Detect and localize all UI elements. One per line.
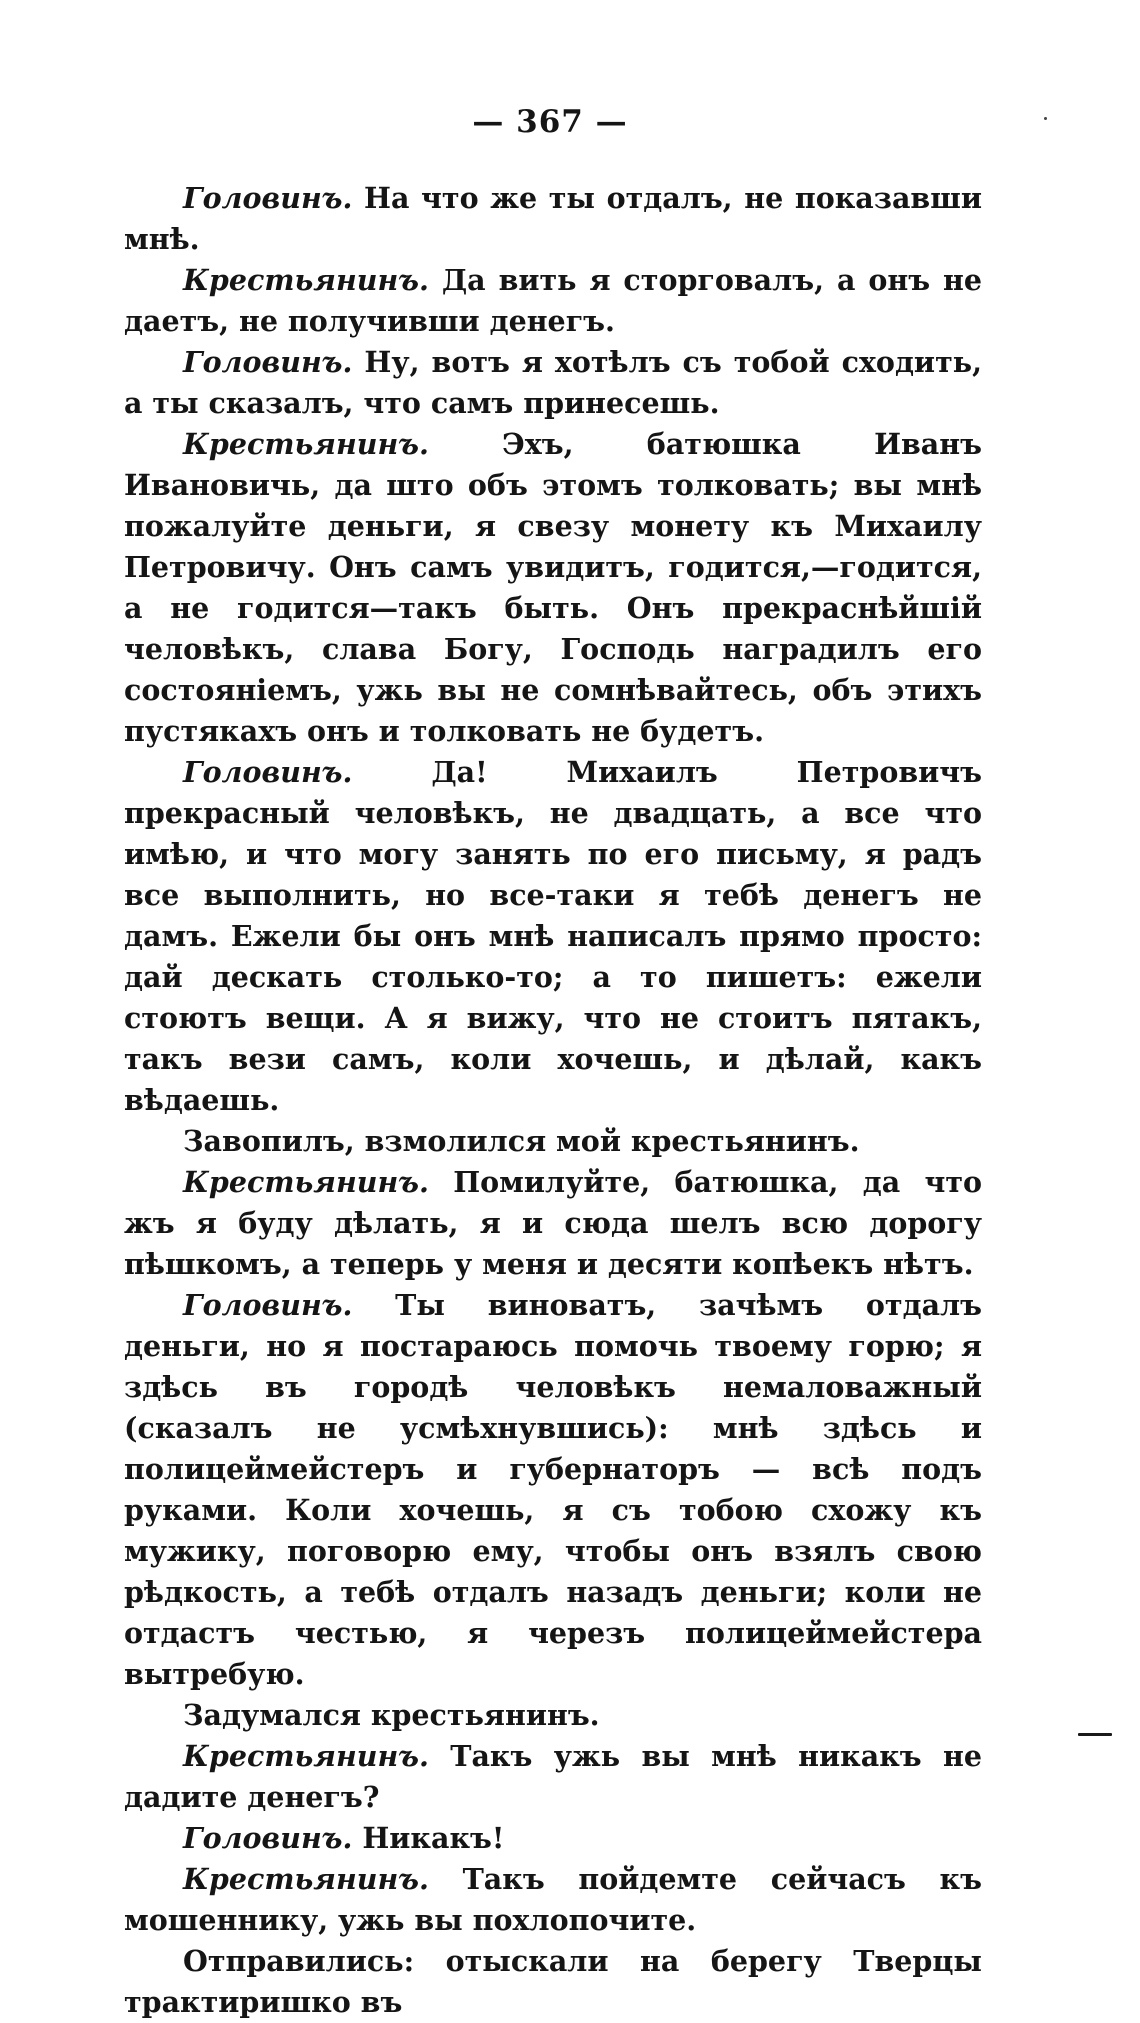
paragraph <box>124 1736 982 1818</box>
paragraph <box>124 1121 982 1162</box>
paragraph <box>124 178 982 260</box>
speaker-name: Крестьянинъ. <box>183 1862 429 1896</box>
paragraph-text: Завопилъ, взмолился мой крестьянинъ. <box>183 1124 860 1158</box>
page-number: — 367 — <box>472 104 628 140</box>
paragraph-text: Да вить я сторговалъ, а онъ не даетъ, не получивши денегъ. <box>124 263 982 338</box>
paragraph-text: Такъ пойдемте сейчасъ къ мошеннику, ужь вы похлопочите. <box>124 1862 982 1937</box>
paragraph-text: Ты виноватъ, зачѣмъ отдалъ деньги, но я постараюсь помочь твоему горю; я здѣсь въ городѣ человѣкъ немаловажный (сказалъ не усмѣхнувшись): мнѣ здѣсь и полицеймейстеръ и губернаторъ — всѣ подъ руками. Коли хочешь, я съ тобою схожу къ мужику, поговорю ему, чтобы онъ взялъ свою рѣдкость, а тебѣ отдалъ назадъ деньги; коли не отдастъ честью, я черезъ полицеймейстера вытребую. <box>124 1288 982 1691</box>
paragraph <box>124 1285 982 1695</box>
paragraph <box>124 1695 982 1736</box>
paragraph <box>124 752 982 1121</box>
paragraph-text: Ну, вотъ я хотѣлъ съ тобой сходить, а ты сказалъ, что самъ принесешь. <box>124 345 982 420</box>
paragraph-text: Помилуйте, батюшка, да что жъ я буду дѣлать, я и сюда шелъ всю дорогу пѣшкомъ, а теперь у меня и десяти копѣекъ нѣтъ. <box>124 1165 982 1281</box>
speaker-name: Крестьянинъ. <box>183 1165 429 1199</box>
speaker-name: Головинъ. <box>183 345 353 379</box>
paragraph-text: Эхъ, батюшка Иванъ Ивановичь, да што объ этомъ толковать; вы мнѣ пожалуйте деньги, я свезу монету къ Михаилу Петровичу. Онъ самъ увидитъ, годится,—годится, а не годится—такъ быть. Онъ прекраснѣйшій человѣкъ, слава Богу, Господь наградилъ его состояніемъ, ужь вы не сомнѣвайтесь, объ этихъ пустякахъ онъ и толковать не будетъ. <box>124 427 982 748</box>
margin-dash-mark <box>1078 1733 1112 1736</box>
text-column <box>124 178 982 2023</box>
paragraph-text: Задумался крестьянинъ. <box>183 1698 600 1732</box>
paragraph-text: Такъ ужь вы мнѣ никакъ не дадите денегъ? <box>124 1739 982 1814</box>
speaker-name: Головинъ. <box>183 1821 353 1855</box>
speaker-name: Крестьянинъ. <box>183 263 429 297</box>
speaker-name: Головинъ. <box>183 1288 353 1322</box>
paragraph <box>124 1859 982 1941</box>
paragraph <box>124 260 982 342</box>
paragraph <box>124 424 982 752</box>
paragraph <box>124 1162 982 1285</box>
speaker-name: Головинъ. <box>183 181 353 215</box>
paragraph-text: Никакъ! <box>352 1821 505 1855</box>
paragraph <box>124 342 982 424</box>
paragraph-text: Да! Михаилъ Петровичъ прекрасный человѣкъ, не двадцать, а все что имѣю, и что могу занять по его письму, я радъ все выполнить, но все-таки я тебѣ денегъ не дамъ. Ежели бы онъ мнѣ написалъ прямо просто: дай дескать столько-то; а то пишетъ: ежели стоютъ вещи. А я вижу, что не стоитъ пятакъ, такъ вези самъ, коли хочешь, и дѣлай, какъ вѣдаешь. <box>124 755 982 1117</box>
speaker-name: Крестьянинъ. <box>183 427 429 461</box>
paragraph <box>124 1818 982 1859</box>
speaker-name: Крестьянинъ. <box>183 1739 429 1773</box>
speaker-name: Головинъ. <box>183 755 353 789</box>
paragraph-text: Отправились: отыскали на берегу Тверцы трактиришко въ <box>124 1944 982 2019</box>
paragraph-text: На что же ты отдалъ, не показавши мнѣ. <box>124 181 982 256</box>
paragraph <box>124 1941 982 2023</box>
